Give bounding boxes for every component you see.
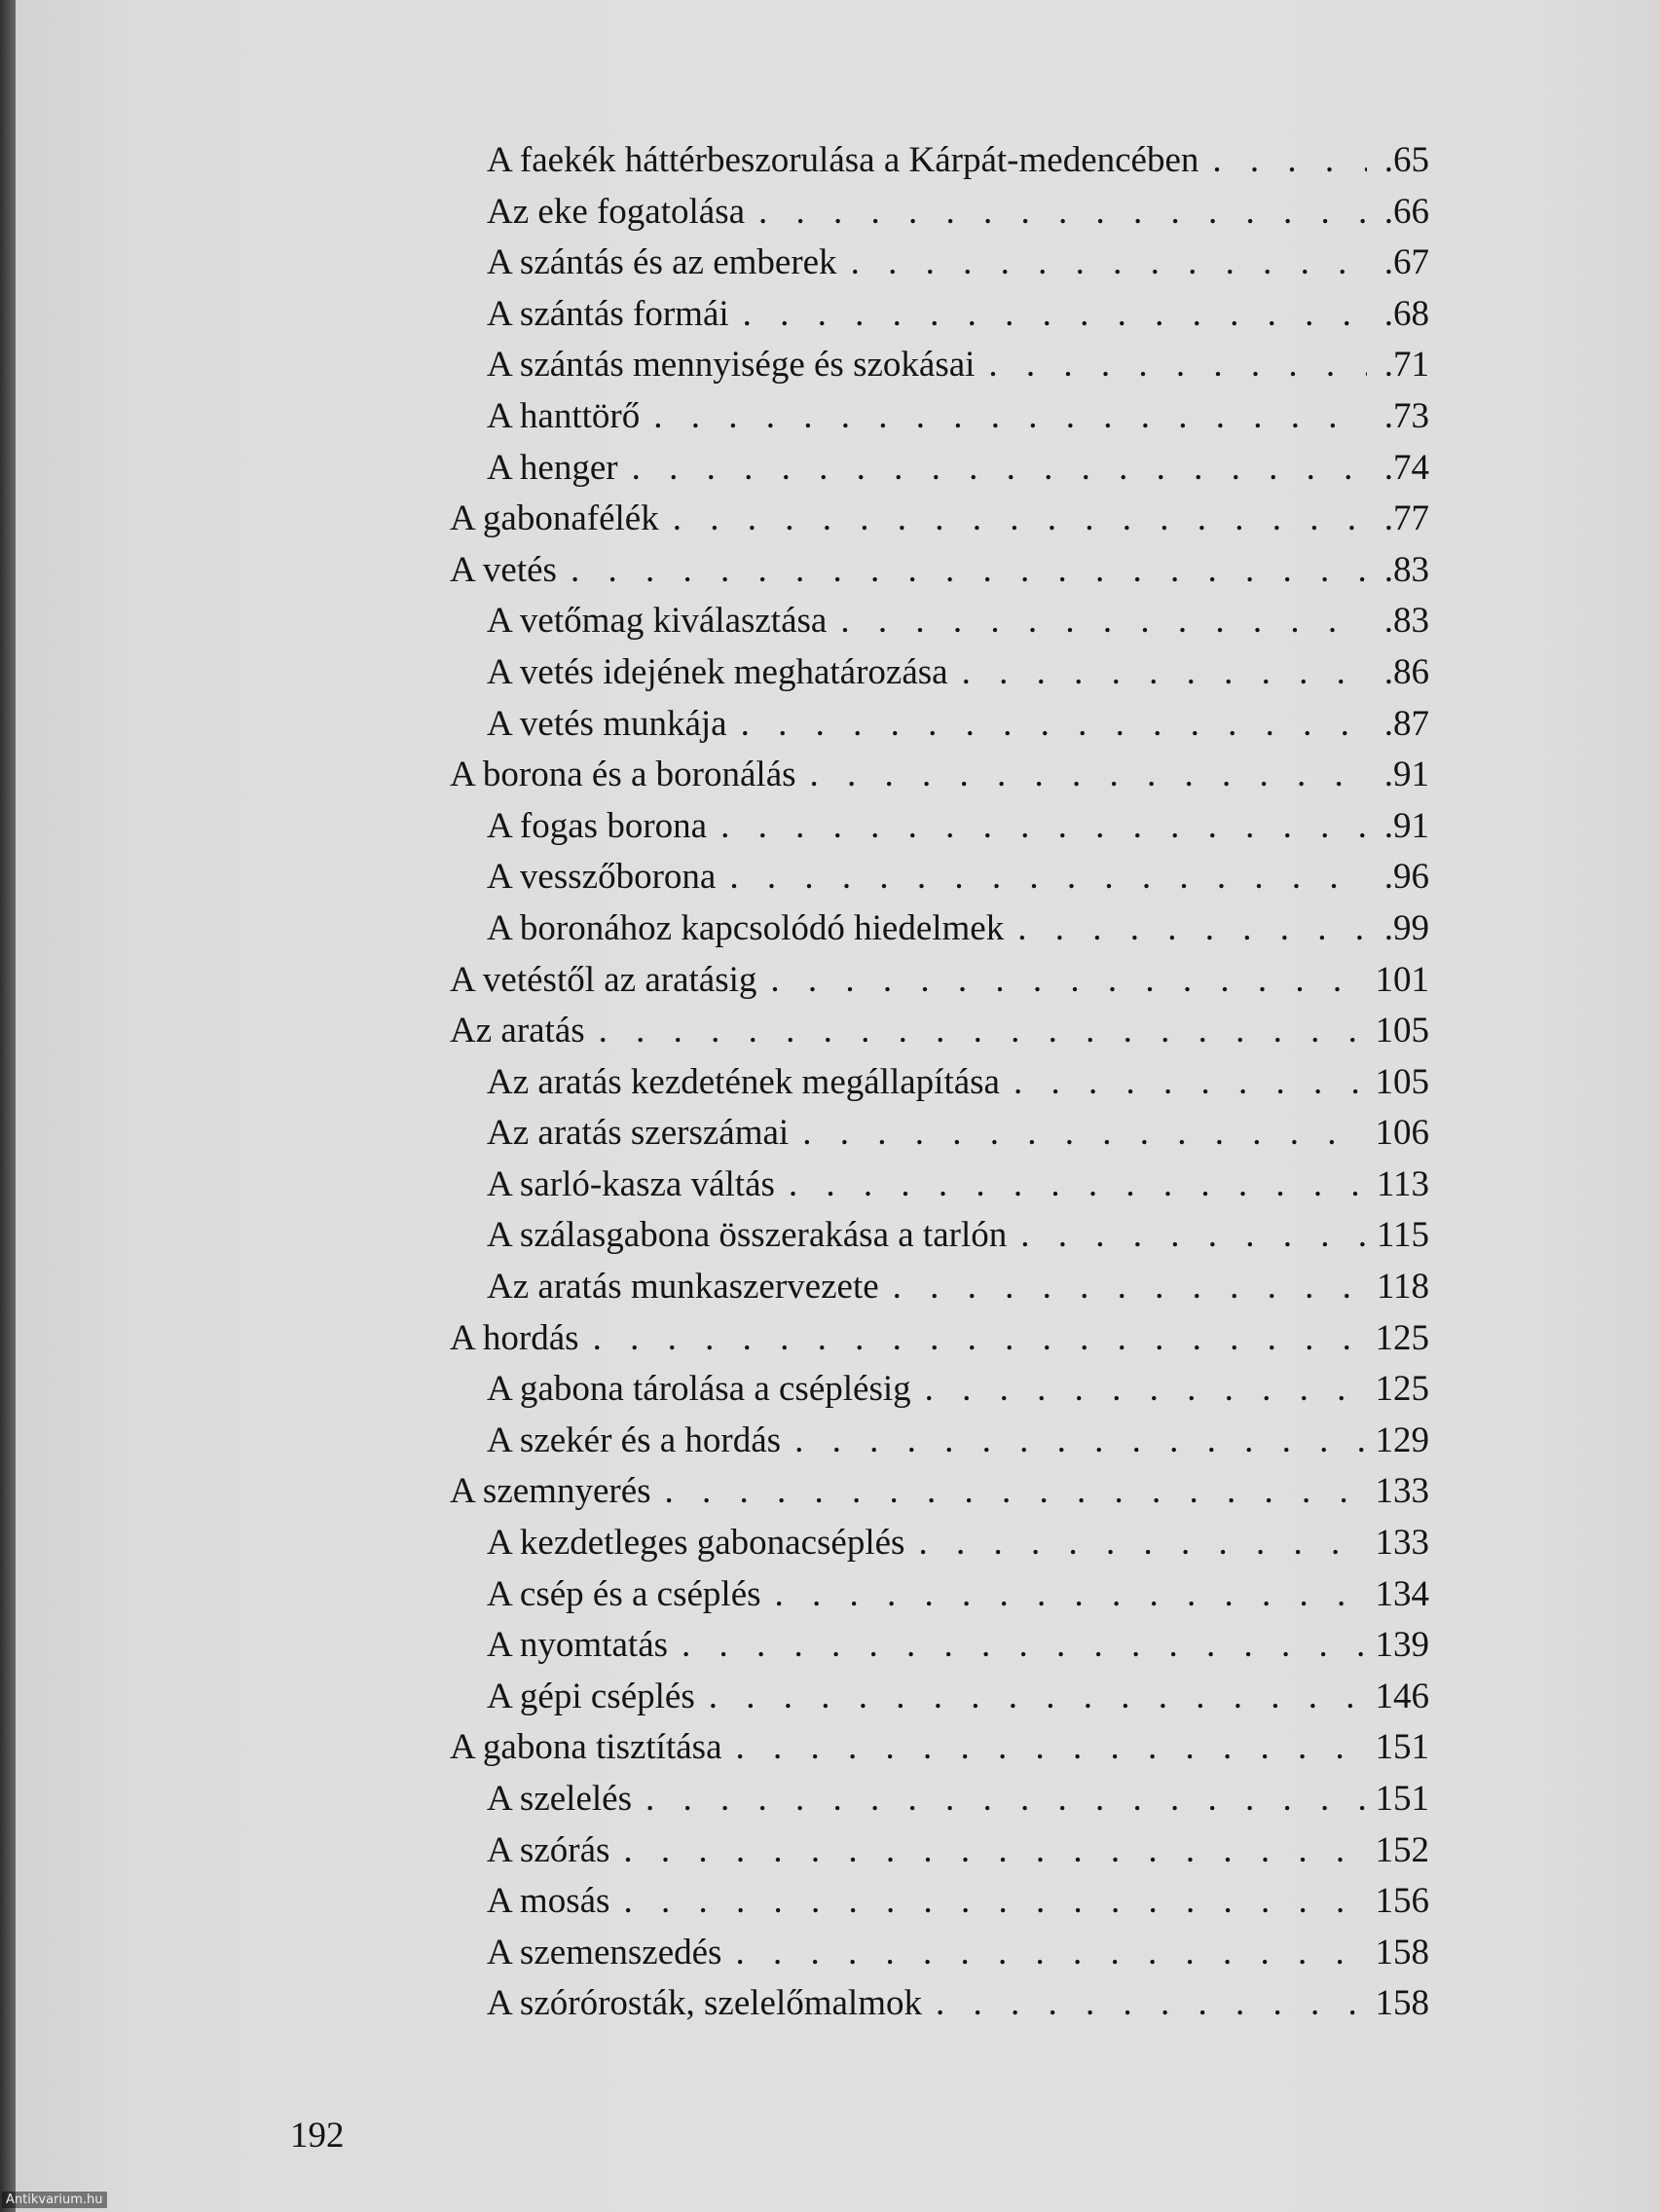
toc-entry-page: 118	[1376, 1267, 1429, 1308]
toc-entry-title: A hanttörő	[487, 395, 641, 436]
toc-entry	[450, 600, 1429, 651]
toc-entry-title: A vetés munkája	[487, 703, 727, 744]
toc-entry-page: .74	[1383, 447, 1429, 488]
dot-leader	[623, 1829, 1367, 1871]
toc-entry	[450, 1112, 1429, 1163]
dot-leader	[1017, 907, 1367, 949]
toc-entry	[450, 805, 1429, 857]
toc-entry-title: A gabonafélék	[450, 498, 659, 539]
toc-entry-page: 146	[1375, 1676, 1429, 1716]
toc-entry-title: A szántás és az emberek	[487, 242, 837, 283]
toc-entry	[450, 498, 1429, 549]
toc-entry	[450, 447, 1429, 498]
toc-entry	[450, 1829, 1429, 1881]
toc-entry-title: A vetés idejének meghatározása	[487, 651, 948, 692]
toc-entry-page: .83	[1383, 601, 1429, 642]
toc-entry	[450, 1522, 1429, 1573]
toc-entry	[450, 1163, 1429, 1215]
toc-entry	[450, 1368, 1429, 1419]
dot-leader	[840, 600, 1367, 642]
dot-leader	[810, 754, 1367, 795]
toc-entry	[450, 1317, 1429, 1369]
toc-entry-title: A boronához kapcsolódó hiedelmek	[487, 907, 1005, 948]
dot-leader	[653, 395, 1367, 437]
dot-leader	[720, 805, 1367, 847]
toc-entry-page: 125	[1375, 1317, 1429, 1358]
dot-leader	[665, 1470, 1367, 1512]
toc-entry-title: A vetéstől az aratásig	[450, 959, 757, 1000]
toc-entry	[450, 1982, 1429, 2034]
toc-entry-page: 105	[1375, 1011, 1429, 1051]
dot-leader	[893, 1266, 1367, 1308]
toc-entry	[450, 1010, 1429, 1061]
dot-leader	[789, 1163, 1367, 1205]
toc-entry	[450, 1419, 1429, 1471]
dot-leader	[851, 241, 1367, 283]
dot-leader	[988, 344, 1367, 386]
toc-entry	[450, 1726, 1429, 1778]
toc-entry-page: 115	[1376, 1215, 1429, 1256]
toc-entry-title: A vetés	[450, 549, 557, 590]
toc-entry-title: A szántás formái	[487, 293, 729, 334]
dot-leader	[794, 1419, 1367, 1461]
toc-entry-page: 106	[1375, 1113, 1429, 1154]
toc-entry	[450, 1470, 1429, 1522]
dot-leader	[736, 1726, 1368, 1768]
toc-entry-page: 101	[1375, 959, 1429, 1000]
toc-entry-title: Az aratás	[450, 1011, 585, 1051]
toc-entry	[450, 395, 1429, 447]
toc-entry-page: .71	[1383, 345, 1429, 386]
toc-entry-page: 125	[1375, 1369, 1429, 1410]
toc-entry	[450, 907, 1429, 959]
toc-entry-title: A fogas borona	[487, 805, 708, 846]
dot-leader	[918, 1522, 1367, 1564]
toc-entry-page: .68	[1383, 293, 1429, 334]
toc-entry	[450, 191, 1429, 242]
toc-entry-page: 129	[1375, 1419, 1429, 1460]
toc-entry-title: A szálasgabona összerakása a tarlón	[487, 1215, 1008, 1256]
watermark: Antikvarium.hu	[2, 2192, 107, 2208]
dot-leader	[735, 1932, 1367, 1973]
table-of-contents	[450, 139, 1429, 2034]
dot-leader	[1212, 139, 1367, 181]
dot-leader	[632, 447, 1367, 489]
toc-entry-page: 156	[1375, 1881, 1429, 1922]
toc-entry-title: A gépi cséplés	[487, 1676, 695, 1716]
toc-entry-title: A gabona tárolása a cséplésig	[487, 1369, 911, 1410]
toc-entry-title: A sarló-kasza váltás	[487, 1163, 775, 1204]
page-number: 192	[290, 2116, 345, 2156]
toc-entry	[450, 959, 1429, 1011]
toc-entry-page: .91	[1383, 805, 1429, 846]
dot-leader	[1020, 1214, 1367, 1256]
toc-entry	[450, 1266, 1429, 1317]
dot-leader	[571, 549, 1367, 591]
toc-entry	[450, 703, 1429, 755]
toc-entry-page: 133	[1375, 1471, 1429, 1512]
toc-entry	[450, 754, 1429, 805]
dot-leader	[775, 1573, 1367, 1615]
toc-entry-page: 151	[1375, 1779, 1429, 1819]
toc-entry-title: A vetőmag kiválasztása	[487, 601, 828, 642]
toc-entry-page: .91	[1383, 755, 1429, 795]
toc-entry-title: A szántás mennyisége és szokásai	[487, 345, 976, 386]
dot-leader	[599, 1010, 1367, 1051]
toc-entry-page: .96	[1383, 857, 1429, 898]
toc-entry-title: A szemenszedés	[487, 1932, 722, 1972]
toc-entry	[450, 549, 1429, 601]
toc-entry-title: A gabona tisztítása	[450, 1727, 722, 1768]
toc-entry-page: .66	[1383, 191, 1429, 232]
dot-leader	[645, 1778, 1367, 1820]
dot-leader	[925, 1368, 1367, 1410]
toc-entry-page: 158	[1375, 1932, 1429, 1972]
toc-entry-title: Az eke fogatolása	[487, 191, 746, 232]
toc-entry-title: A szemnyerés	[450, 1471, 651, 1512]
toc-entry-page: .86	[1383, 651, 1429, 692]
toc-entry	[450, 1676, 1429, 1727]
toc-entry-title: A szórórosták, szelelőmalmok	[487, 1983, 922, 2024]
dot-leader	[743, 293, 1367, 335]
toc-entry-page: .73	[1383, 395, 1429, 436]
toc-entry	[450, 139, 1429, 191]
toc-entry-page: 133	[1375, 1523, 1429, 1564]
toc-entry-title: A vesszőborona	[487, 857, 717, 898]
toc-entry	[450, 241, 1429, 293]
dot-leader	[1014, 1061, 1367, 1103]
toc-entry-title: Az aratás szerszámai	[487, 1113, 790, 1154]
toc-entry-title: A mosás	[487, 1881, 610, 1922]
toc-entry-title: A borona és a boronálás	[450, 755, 796, 795]
toc-entry	[450, 1778, 1429, 1829]
toc-entry	[450, 1624, 1429, 1676]
dot-leader	[729, 856, 1367, 898]
dot-leader	[741, 703, 1367, 745]
toc-entry-page: .67	[1383, 242, 1429, 283]
toc-entry-page: 105	[1375, 1061, 1429, 1102]
dot-leader	[962, 651, 1367, 693]
toc-entry	[450, 1214, 1429, 1266]
toc-entry-page: 158	[1375, 1983, 1429, 2024]
dot-leader	[623, 1880, 1367, 1922]
toc-entry	[450, 1932, 1429, 1983]
toc-entry-page: .99	[1383, 907, 1429, 948]
toc-entry-title: Az aratás kezdetének megállapítása	[487, 1061, 1000, 1102]
toc-entry	[450, 1061, 1429, 1113]
toc-entry	[450, 651, 1429, 703]
toc-entry-page: 134	[1375, 1573, 1429, 1614]
toc-entry	[450, 344, 1429, 395]
toc-entry	[450, 1573, 1429, 1625]
dot-leader	[673, 498, 1367, 539]
toc-entry-page: 113	[1376, 1163, 1429, 1204]
dot-leader	[593, 1317, 1367, 1359]
toc-entry-title: A szórás	[487, 1829, 610, 1870]
toc-entry-page: 151	[1375, 1727, 1429, 1768]
toc-entry	[450, 1880, 1429, 1932]
book-spine-shadow	[0, 0, 16, 2212]
toc-entry-page: .83	[1383, 549, 1429, 590]
dot-leader	[709, 1676, 1367, 1717]
toc-entry-title: A nyomtatás	[487, 1625, 669, 1666]
dot-leader	[770, 959, 1367, 1001]
toc-entry-title: Az aratás munkaszervezete	[487, 1267, 879, 1308]
dot-leader	[682, 1624, 1367, 1666]
toc-entry-title: A faekék háttérbeszorulása a Kárpát-medencében	[487, 140, 1199, 180]
toc-entry-page: .65	[1383, 140, 1429, 180]
dot-leader	[936, 1982, 1367, 2024]
toc-entry-title: A kezdetleges gabonacséplés	[487, 1523, 905, 1564]
toc-entry-page: 139	[1375, 1625, 1429, 1666]
toc-entry-page: .87	[1383, 703, 1429, 744]
toc-entry-title: A szekér és a hordás	[487, 1419, 782, 1460]
toc-entry	[450, 293, 1429, 345]
book-page	[16, 0, 1659, 2212]
toc-entry-page: 152	[1375, 1829, 1429, 1870]
toc-entry-title: A hordás	[450, 1317, 579, 1358]
toc-entry-title: A szelelés	[487, 1779, 632, 1819]
dot-leader	[758, 191, 1367, 233]
dot-leader	[802, 1112, 1367, 1154]
toc-entry	[450, 856, 1429, 907]
toc-entry-title: A henger	[487, 447, 618, 488]
toc-entry-title: A csép és a cséplés	[487, 1573, 761, 1614]
toc-entry-page: .77	[1383, 498, 1429, 539]
